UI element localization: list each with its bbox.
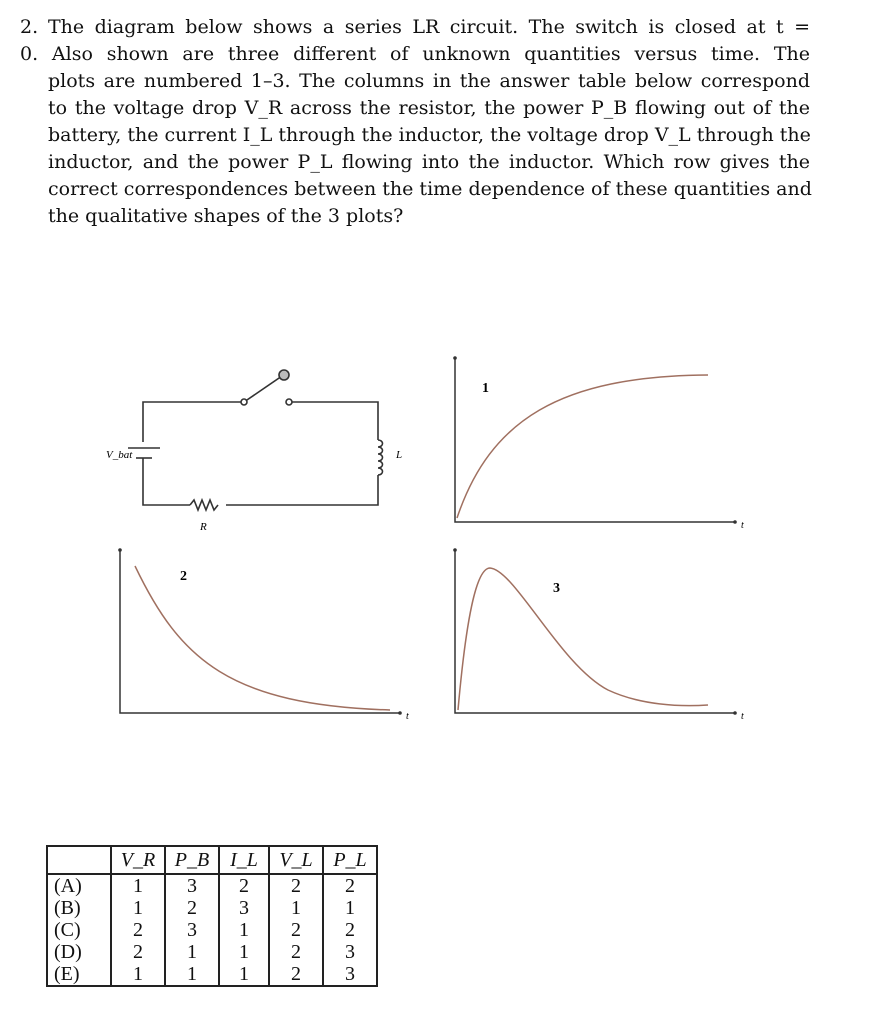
table-row: [47, 941, 377, 963]
table-row: [47, 963, 377, 986]
question-line: The diagram below shows a series LR circuit. The switch is closed at t =: [48, 16, 810, 38]
switch-contact: [241, 399, 247, 405]
question-line: the qualitative shapes of the 3 plots?: [48, 205, 404, 227]
cell: 2: [269, 963, 323, 986]
row-label: (A): [47, 874, 111, 897]
plot-2-curve: [135, 566, 390, 710]
inductor-label: L: [396, 449, 403, 461]
table-header: P_B: [165, 846, 219, 874]
axis-label: t: [741, 520, 744, 531]
cell: 2: [269, 941, 323, 963]
plot-3: [453, 548, 744, 722]
switch-knob: [279, 370, 289, 380]
cell: 2: [269, 919, 323, 941]
axis-label: t: [741, 711, 744, 722]
circuit-diagram: [128, 370, 383, 510]
cell: 1: [165, 941, 219, 963]
cell: 2: [323, 874, 377, 897]
resistor-label: R: [200, 521, 207, 533]
table-header: V_R: [111, 846, 165, 874]
cell: 3: [165, 919, 219, 941]
switch-lever: [244, 376, 282, 402]
cell: 1: [219, 963, 269, 986]
plot-2: [118, 548, 409, 722]
plot-label: 1: [482, 381, 489, 396]
table-row: [47, 897, 377, 919]
row-label: (B): [47, 897, 111, 919]
inductor-icon: [378, 440, 383, 475]
cell: 1: [219, 941, 269, 963]
cell: 1: [165, 963, 219, 986]
axis-label: t: [406, 711, 409, 722]
cell: 3: [219, 897, 269, 919]
cell: 3: [165, 874, 219, 897]
row-label: (E): [47, 963, 111, 986]
question-number: 2.: [20, 16, 39, 38]
cell: 2: [165, 897, 219, 919]
plot-1-curve: [457, 375, 708, 518]
question-line: 0. Also shown are three different of unknown quantities versus time. The: [20, 43, 810, 65]
question-line: plots are numbered 1–3. The columns in the answer table below correspond: [48, 70, 810, 92]
cell: 2: [111, 941, 165, 963]
cell: 1: [111, 963, 165, 986]
plot-label: 2: [180, 569, 187, 584]
cell: 1: [323, 897, 377, 919]
battery-label: V_bat: [106, 449, 133, 461]
table-row: [47, 919, 377, 941]
row-label: (D): [47, 941, 111, 963]
table-header-row: [47, 846, 377, 874]
table-header: P_L: [323, 846, 377, 874]
plot-label: 3: [553, 581, 560, 596]
answer-table: [46, 845, 378, 987]
cell: 2: [111, 919, 165, 941]
cell: 3: [323, 941, 377, 963]
plot-3-curve: [458, 568, 708, 710]
cell: 3: [323, 963, 377, 986]
question-line: correct correspondences between the time dependence of these quantities and: [48, 178, 812, 200]
table-header: [47, 846, 111, 874]
cell: 1: [111, 874, 165, 897]
cell: 2: [269, 874, 323, 897]
cell: 1: [219, 919, 269, 941]
table-header: V_L: [269, 846, 323, 874]
question-line: battery, the current I_L through the inductor, the voltage drop V_L through the: [48, 124, 811, 146]
table-row: [47, 874, 377, 897]
cell: 1: [111, 897, 165, 919]
plot-1: [453, 356, 744, 531]
cell: 2: [323, 919, 377, 941]
cell: 1: [269, 897, 323, 919]
resistor-icon: [190, 500, 218, 510]
question-line: inductor, and the power P_L flowing into the inductor. Which row gives the: [48, 151, 810, 173]
cell: 2: [219, 874, 269, 897]
row-label: (C): [47, 919, 111, 941]
question-line: to the voltage drop V_R across the resistor, the power P_B flowing out of the: [48, 97, 810, 119]
table-header: I_L: [219, 846, 269, 874]
switch-contact: [286, 399, 292, 405]
